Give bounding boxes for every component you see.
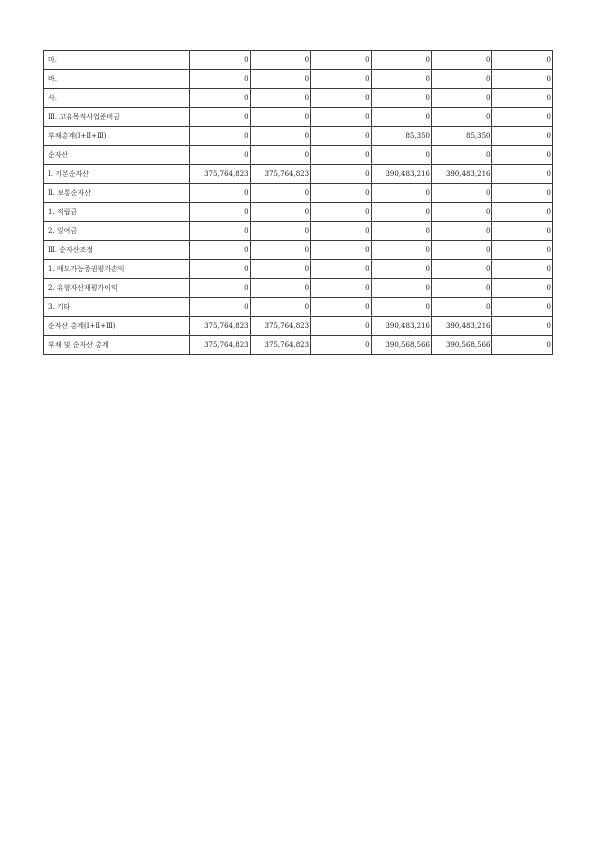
amount-cell: 390,483,216 bbox=[371, 317, 431, 336]
row-label: 사. bbox=[44, 89, 190, 108]
amount-cell: 0 bbox=[190, 51, 250, 70]
amount-cell: 0 bbox=[492, 317, 553, 336]
amount-cell: 0 bbox=[492, 165, 553, 184]
amount-cell: 0 bbox=[311, 298, 371, 317]
amount-cell: 0 bbox=[311, 89, 371, 108]
amount-cell: 0 bbox=[311, 184, 371, 203]
amount-cell: 0 bbox=[492, 336, 553, 355]
amount-cell: 375,764,823 bbox=[250, 317, 310, 336]
amount-cell: 0 bbox=[250, 184, 310, 203]
amount-cell: 0 bbox=[432, 108, 492, 127]
financial-table-body bbox=[44, 51, 553, 355]
amount-cell: 0 bbox=[250, 203, 310, 222]
amount-cell: 0 bbox=[492, 203, 553, 222]
table-row bbox=[44, 51, 553, 70]
amount-cell: 0 bbox=[311, 146, 371, 165]
amount-cell: 0 bbox=[311, 165, 371, 184]
amount-cell: 390,483,216 bbox=[432, 165, 492, 184]
row-label: 부채총계(Ⅰ+Ⅱ+Ⅲ) bbox=[44, 127, 190, 146]
amount-cell: 0 bbox=[492, 146, 553, 165]
row-label: 1. 적립금 bbox=[44, 203, 190, 222]
table-row bbox=[44, 222, 553, 241]
table-row bbox=[44, 317, 553, 336]
amount-cell: 0 bbox=[432, 146, 492, 165]
row-label: 순자산 총계(Ⅰ+Ⅱ+Ⅲ) bbox=[44, 317, 190, 336]
financial-table bbox=[43, 50, 553, 355]
amount-cell: 0 bbox=[371, 146, 431, 165]
table-row bbox=[44, 70, 553, 89]
row-label: 마. bbox=[44, 51, 190, 70]
amount-cell: 0 bbox=[250, 222, 310, 241]
amount-cell: 0 bbox=[311, 260, 371, 279]
amount-cell: 0 bbox=[250, 241, 310, 260]
amount-cell: 375,764,823 bbox=[190, 317, 250, 336]
row-label: 3. 기타 bbox=[44, 298, 190, 317]
amount-cell: 390,483,216 bbox=[432, 317, 492, 336]
amount-cell: 0 bbox=[190, 127, 250, 146]
amount-cell: 0 bbox=[492, 51, 553, 70]
amount-cell: 0 bbox=[492, 222, 553, 241]
amount-cell: 375,764,823 bbox=[250, 165, 310, 184]
amount-cell: 0 bbox=[250, 51, 310, 70]
amount-cell: 0 bbox=[432, 51, 492, 70]
row-label: 2. 유형자산재평가이익 bbox=[44, 279, 190, 298]
amount-cell: 0 bbox=[492, 260, 553, 279]
table-row bbox=[44, 89, 553, 108]
amount-cell: 390,568,566 bbox=[371, 336, 431, 355]
table-row bbox=[44, 279, 553, 298]
balance-sheet-section bbox=[43, 50, 553, 355]
amount-cell: 0 bbox=[250, 298, 310, 317]
amount-cell: 0 bbox=[250, 89, 310, 108]
table-row bbox=[44, 241, 553, 260]
amount-cell: 0 bbox=[311, 108, 371, 127]
amount-cell: 0 bbox=[432, 279, 492, 298]
amount-cell: 0 bbox=[492, 184, 553, 203]
amount-cell: 0 bbox=[492, 108, 553, 127]
amount-cell: 0 bbox=[190, 222, 250, 241]
row-label: 바. bbox=[44, 70, 190, 89]
amount-cell: 0 bbox=[190, 184, 250, 203]
amount-cell: 0 bbox=[432, 241, 492, 260]
amount-cell: 0 bbox=[190, 70, 250, 89]
amount-cell: 0 bbox=[311, 336, 371, 355]
amount-cell: 85,350 bbox=[371, 127, 431, 146]
amount-cell: 0 bbox=[311, 203, 371, 222]
amount-cell: 0 bbox=[190, 260, 250, 279]
table-row bbox=[44, 336, 553, 355]
amount-cell: 0 bbox=[371, 51, 431, 70]
amount-cell: 0 bbox=[371, 184, 431, 203]
row-label: 1. 매도가능증권평가손익 bbox=[44, 260, 190, 279]
amount-cell: 0 bbox=[432, 222, 492, 241]
table-row bbox=[44, 146, 553, 165]
amount-cell: 0 bbox=[371, 260, 431, 279]
amount-cell: 0 bbox=[432, 298, 492, 317]
amount-cell: 0 bbox=[190, 89, 250, 108]
amount-cell: 0 bbox=[250, 70, 310, 89]
amount-cell: 375,764,823 bbox=[190, 336, 250, 355]
table-row bbox=[44, 165, 553, 184]
amount-cell: 390,568,566 bbox=[432, 336, 492, 355]
amount-cell: 0 bbox=[371, 241, 431, 260]
row-label: Ⅲ. 고유목적사업준비금 bbox=[44, 108, 190, 127]
amount-cell: 0 bbox=[371, 222, 431, 241]
amount-cell: 0 bbox=[432, 89, 492, 108]
amount-cell: 0 bbox=[250, 260, 310, 279]
amount-cell: 0 bbox=[190, 146, 250, 165]
amount-cell: 0 bbox=[432, 184, 492, 203]
amount-cell: 0 bbox=[190, 279, 250, 298]
amount-cell: 0 bbox=[432, 70, 492, 89]
amount-cell: 0 bbox=[190, 241, 250, 260]
amount-cell: 0 bbox=[250, 279, 310, 298]
amount-cell: 0 bbox=[371, 89, 431, 108]
amount-cell: 0 bbox=[250, 127, 310, 146]
amount-cell: 0 bbox=[492, 89, 553, 108]
row-label: Ⅱ. 보통순자산 bbox=[44, 184, 190, 203]
amount-cell: 0 bbox=[311, 279, 371, 298]
amount-cell: 0 bbox=[311, 51, 371, 70]
table-row bbox=[44, 108, 553, 127]
table-row bbox=[44, 260, 553, 279]
amount-cell: 0 bbox=[371, 108, 431, 127]
amount-cell: 0 bbox=[371, 70, 431, 89]
amount-cell: 0 bbox=[371, 203, 431, 222]
amount-cell: 0 bbox=[311, 70, 371, 89]
amount-cell: 0 bbox=[311, 241, 371, 260]
amount-cell: 0 bbox=[250, 108, 310, 127]
amount-cell: 0 bbox=[190, 203, 250, 222]
amount-cell: 0 bbox=[492, 241, 553, 260]
amount-cell: 0 bbox=[492, 70, 553, 89]
amount-cell: 0 bbox=[371, 279, 431, 298]
table-row bbox=[44, 203, 553, 222]
amount-cell: 0 bbox=[492, 127, 553, 146]
row-label: Ⅲ. 순자산조정 bbox=[44, 241, 190, 260]
amount-cell: 0 bbox=[311, 317, 371, 336]
amount-cell: 390,483,216 bbox=[371, 165, 431, 184]
amount-cell: 85,350 bbox=[432, 127, 492, 146]
amount-cell: 375,764,823 bbox=[190, 165, 250, 184]
amount-cell: 0 bbox=[492, 298, 553, 317]
table-row bbox=[44, 127, 553, 146]
row-label: 2. 잉여금 bbox=[44, 222, 190, 241]
amount-cell: 0 bbox=[190, 298, 250, 317]
table-row bbox=[44, 298, 553, 317]
amount-cell: 0 bbox=[311, 127, 371, 146]
amount-cell: 0 bbox=[250, 146, 310, 165]
row-label: Ⅰ. 기본순자산 bbox=[44, 165, 190, 184]
amount-cell: 0 bbox=[371, 298, 431, 317]
amount-cell: 0 bbox=[432, 203, 492, 222]
amount-cell: 0 bbox=[492, 279, 553, 298]
table-row bbox=[44, 184, 553, 203]
amount-cell: 0 bbox=[190, 108, 250, 127]
amount-cell: 375,764,823 bbox=[250, 336, 310, 355]
amount-cell: 0 bbox=[311, 222, 371, 241]
row-label: 순자산 bbox=[44, 146, 190, 165]
amount-cell: 0 bbox=[432, 260, 492, 279]
row-label: 부채 및 순자산 총계 bbox=[44, 336, 190, 355]
